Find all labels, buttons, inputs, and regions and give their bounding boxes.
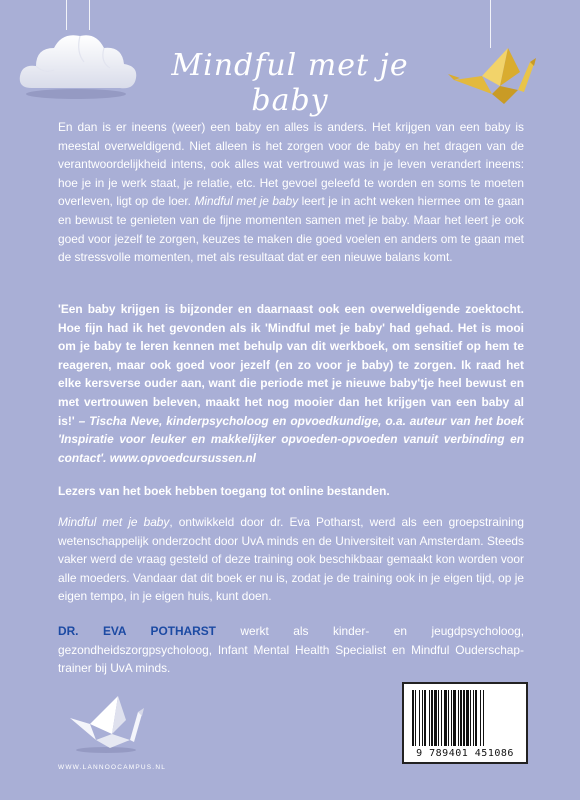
barcode-bar xyxy=(419,690,420,746)
crane-string xyxy=(490,0,491,48)
author-name: DR. EVA POTHARST xyxy=(58,624,216,638)
testimonial-quote xyxy=(58,300,524,467)
barcode-bar xyxy=(415,690,416,746)
barcode-bar xyxy=(424,690,426,746)
origami-crane-icon xyxy=(66,690,146,756)
barcode-bar xyxy=(475,690,477,746)
website-url: WWW.LANNOOCAMPUS.NL xyxy=(58,764,167,771)
book-title: Mindful met je baby xyxy=(171,48,409,118)
barcode-bar xyxy=(429,690,430,746)
training-title-emphasis: Mindful met je baby xyxy=(58,515,170,529)
origami-crane-icon xyxy=(448,44,538,114)
isbn-number: 9 789401 451086 xyxy=(416,748,514,759)
intro-paragraph xyxy=(58,118,524,267)
barcode-bar xyxy=(453,690,456,746)
barcode-bar xyxy=(473,690,474,746)
intro-title-emphasis: Mindful met je baby xyxy=(194,194,299,209)
barcode-bar xyxy=(458,690,459,746)
barcode-bar xyxy=(431,690,433,746)
barcode-bar xyxy=(448,690,449,746)
barcode-bar xyxy=(460,690,462,746)
barcode-bar xyxy=(441,690,442,746)
paper-cloud-icon xyxy=(14,22,144,102)
barcode-bar xyxy=(444,690,447,746)
training-text: , ontwikkeld door dr. Eva Potharst, werd als een groepstraining wetenschappelijk onderzocht door UvA minds en de Universiteit van Amsterdam. Steeds vaker werd de vraag gesteld of deze training ook beschikbaar gemaakt kon worden voor alle moeders. Vandaar dat dit boek er nu is, zodat je de training ook in je eigen tijd, op je eigen tempo, in je eigen huis, kunt doen. xyxy=(58,515,524,604)
barcode-bar xyxy=(483,690,484,746)
training-paragraph xyxy=(58,513,524,606)
intro-text-continued: leert je in acht weken hiermee om te gaan en bewust te genieten van de fijne momenten samen met je baby. Maar het leert je ook goed voor jezelf te zorgen, keuzes te maken die goed voelen en anders om te gaan met de stressvolle momenten, met als resultaat dat er een nieuwe balans komt. xyxy=(58,194,524,265)
barcode-icon xyxy=(402,682,528,764)
barcode-bar xyxy=(463,690,465,746)
barcode-bar xyxy=(466,690,469,746)
online-files-notice: Lezers van het boek hebben toegang tot online bestanden. xyxy=(58,484,390,498)
barcode-bars xyxy=(410,690,520,746)
barcode-bar xyxy=(470,690,471,746)
author-bio-text: werkt als kinder- en jeugdpsycholoog, gezondheidszorgpsycholoog, Infant Mental Health Specialist en Mindful Ouderschap-trainer bij UvA minds. xyxy=(58,624,524,676)
intro-text: En dan is er ineens (weer) een baby en alles is anders. Het krijgen van een baby is meestal overweldigend. Niet alleen is het zorgen voor de baby en het dragen van de verantwoordelijkheid intens, ook alles wat vertrouwd was in je leven verandert ineens: hoe je in je werk staat, je relatie, etc. Het gevoel geleefd te worden en soms te moeten overleven, ligt op de loer. xyxy=(58,120,524,209)
barcode-bar xyxy=(451,690,452,746)
barcode-bar xyxy=(422,690,423,746)
quote-attribution: – Tischa Neve, kinderpsycholoog en opvoedkundige, o.a. auteur van het boek 'Inspiratie voor leuker en makkelijker opvoeden-opvoeden vanuit verbinding en contact'. www.opvoedcursussen.nl xyxy=(58,413,524,465)
barcode-bar xyxy=(412,690,414,746)
barcode-bar xyxy=(438,690,439,746)
author-bio xyxy=(58,622,524,678)
barcode-bar xyxy=(480,690,481,746)
quote-text: 'Een baby krijgen is bijzonder en daarnaast ook een overweldigende zoektocht. Hoe fijn had ik het gevonden als ik 'Mindful met je baby' had gehad. Het is mooi om je baby te leren kennen met behulp van dit werkboek, om sensitief op hem te reageren, maar ook goed voor jezelf (en zo voor je baby) te zorgen. Ik raad het elke kersverse ouder aan, want die periode met je nieuwe baby'tje heel bewust en met vertrouwen beleven, maakt het nog mooier dan het krijgen van een baby al is!' xyxy=(58,302,524,428)
barcode-bar xyxy=(434,690,437,746)
